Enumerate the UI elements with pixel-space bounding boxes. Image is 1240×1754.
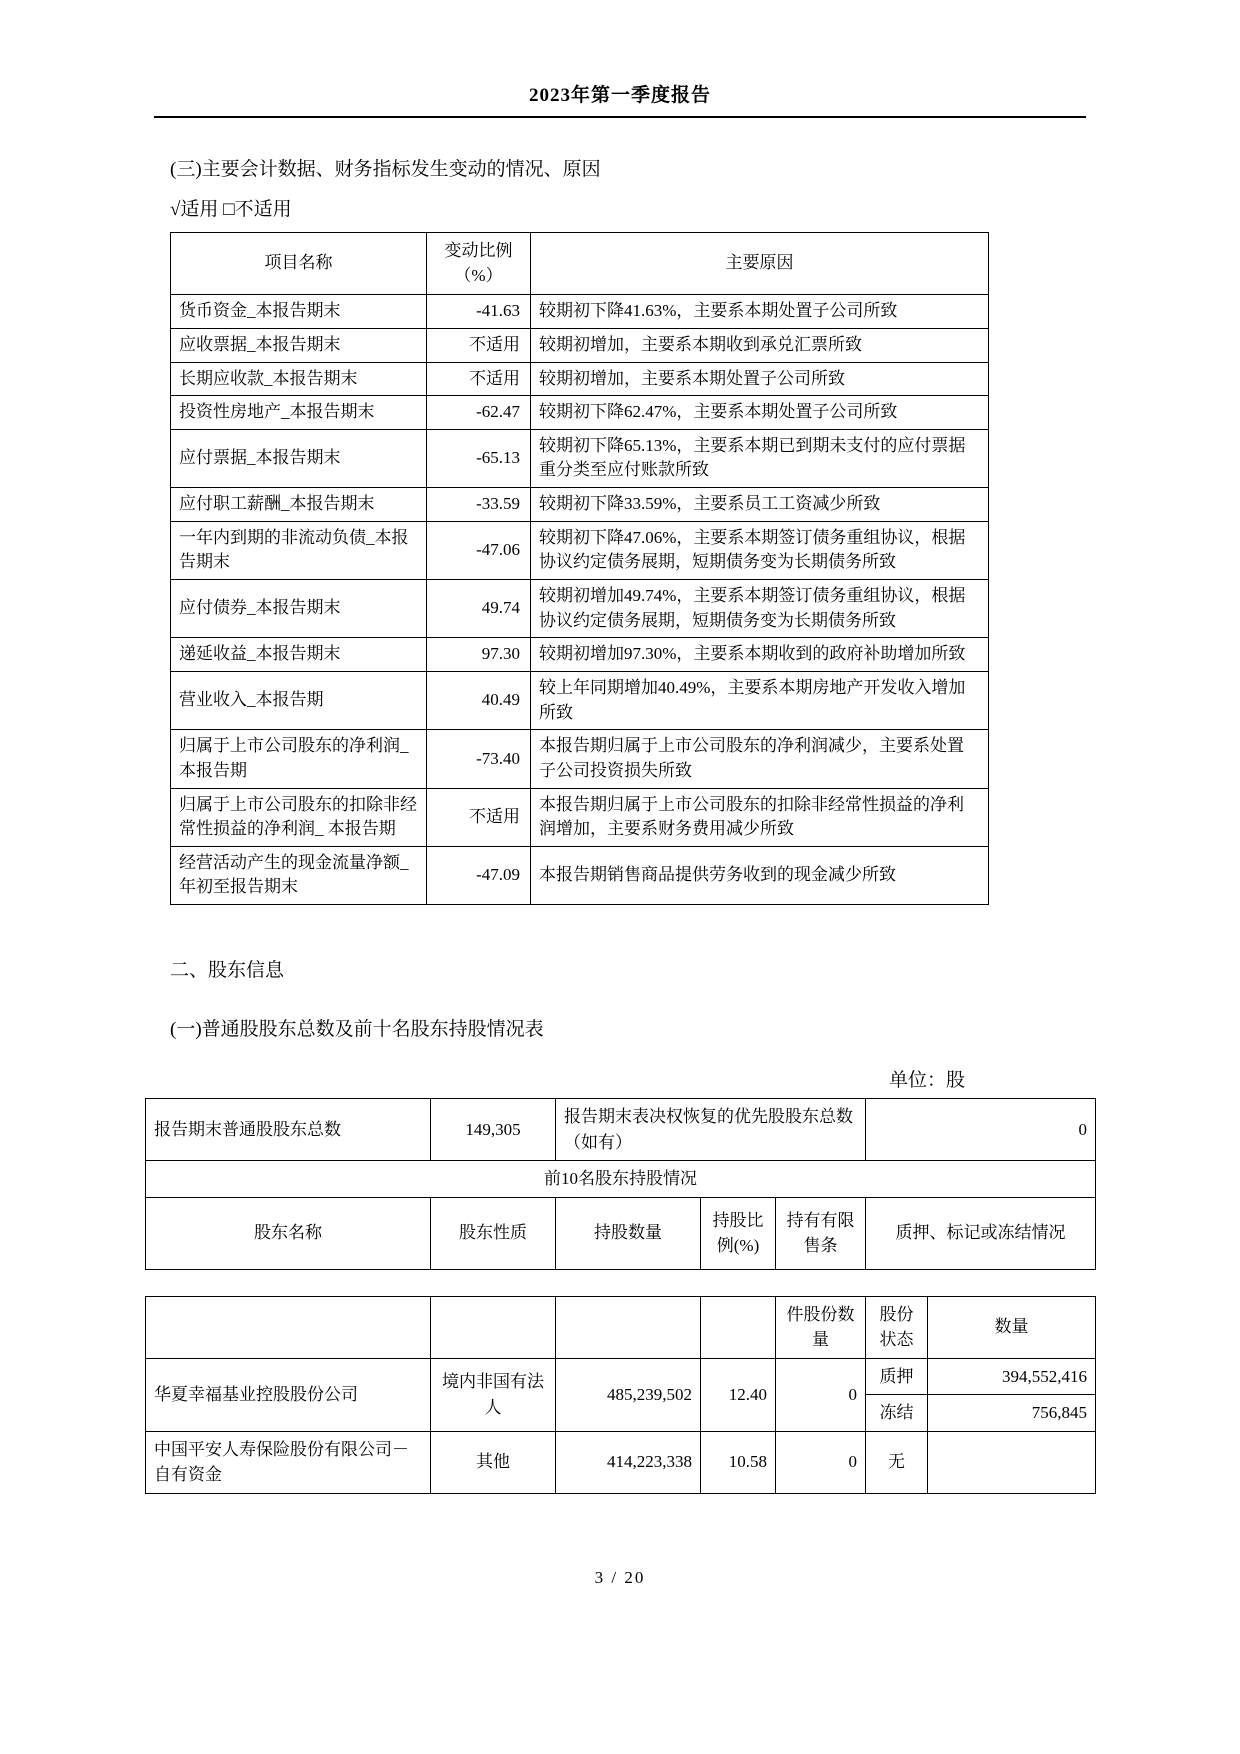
reason-cell: 较上年同期增加40.49%，主要系本期房地产开发收入增加所致 <box>531 671 989 729</box>
restricted-shares: 0 <box>776 1358 866 1431</box>
preferred-shareholders-label: 报告期末表决权恢复的优先股股东总数（如有） <box>556 1099 866 1161</box>
reason-cell: 较期初下降41.63%，主要系本期处置子公司所致 <box>531 295 989 329</box>
shareholder-nature: 其他 <box>431 1431 556 1493</box>
reason-cell: 较期初下降47.06%，主要系本期签订债务重组协议，根据协议约定债务展期，短期债务变为长期债务所致 <box>531 521 989 579</box>
item-cell: 应付票据_本报告期末 <box>171 429 427 487</box>
empty-cell <box>431 1296 556 1358</box>
top10-title: 前10名股东持股情况 <box>146 1161 1096 1198</box>
col-header-quantity: 数量 <box>928 1296 1096 1358</box>
page-title: 2023年第一季度报告 <box>528 85 711 106</box>
reason-cell: 较期初下降62.47%，主要系本期处置子公司所致 <box>531 396 989 430</box>
reason-cell: 本报告期归属于上市公司股东的净利润减少，主要系处置子公司投资损失所致 <box>531 730 989 788</box>
ratio-cell: -65.13 <box>427 429 531 487</box>
table-row <box>171 580 989 638</box>
col-header-item: 项目名称 <box>171 233 427 295</box>
col-header-shareholding-ratio: 持股比例(%) <box>701 1197 776 1269</box>
table-row <box>171 638 989 672</box>
ratio-cell: 不适用 <box>427 788 531 846</box>
table-row <box>171 521 989 579</box>
ratio-cell: 49.74 <box>427 580 531 638</box>
col-header-share-status: 股份状态 <box>866 1296 928 1358</box>
reason-cell: 较期初下降65.13%，主要系本期已到期未支付的应付票据重分类至应付账款所致 <box>531 429 989 487</box>
total-common-shareholders-label: 报告期末普通股股东总数 <box>146 1099 431 1161</box>
shareholder-detail-table <box>145 1296 1096 1494</box>
ratio-cell: -62.47 <box>427 396 531 430</box>
col-header-shareholder-nature: 股东性质 <box>431 1197 556 1269</box>
col-header-ratio-line1: 变动比例 <box>444 241 513 260</box>
share-status: 冻结 <box>866 1395 928 1432</box>
col-header-restricted-shares: 持有有限售条 <box>776 1197 866 1269</box>
share-status: 质押 <box>866 1358 928 1395</box>
reason-cell: 本报告期归属于上市公司股东的扣除非经常性损益的净利润增加，主要系财务费用减少所致 <box>531 788 989 846</box>
ratio-cell: -73.40 <box>427 730 531 788</box>
ratio-cell: -41.63 <box>427 295 531 329</box>
shareholder-totals-row <box>146 1099 1096 1161</box>
table-row <box>171 730 989 788</box>
change-table <box>170 232 989 905</box>
ratio-cell: 不适用 <box>427 328 531 362</box>
ratio-cell: 97.30 <box>427 638 531 672</box>
applicability-note: √适用 □不适用 <box>170 199 292 220</box>
table-row <box>171 846 989 904</box>
item-cell: 货币资金_本报告期末 <box>171 295 427 329</box>
share-status-quantity: 756,845 <box>928 1395 1096 1432</box>
item-cell: 归属于上市公司股东的扣除非经常性损益的净利润_ 本报告期 <box>171 788 427 846</box>
table-row <box>171 788 989 846</box>
reason-cell: 较期初增加，主要系本期处置子公司所致 <box>531 362 989 396</box>
table-row <box>171 429 989 487</box>
item-cell: 一年内到期的非流动负债_本报告期末 <box>171 521 427 579</box>
document-header <box>154 0 1086 118</box>
item-cell: 经营活动产生的现金流量净额_年初至报告期末 <box>171 846 427 904</box>
item-cell: 归属于上市公司股东的净利润_本报告期 <box>171 730 427 788</box>
ratio-cell: -47.09 <box>427 846 531 904</box>
shares-held: 485,239,502 <box>556 1358 701 1431</box>
shareholders-subsection-heading: (一)普通股股东总数及前十名股东持股情况表 <box>170 1019 544 1041</box>
item-cell: 投资性房地产_本报告期末 <box>171 396 427 430</box>
preferred-shareholders-value: 0 <box>866 1099 1096 1161</box>
shareholder-nature: 境内非国有法人 <box>431 1358 556 1431</box>
item-cell: 营业收入_本报告期 <box>171 671 427 729</box>
item-cell: 应付职工薪酬_本报告期末 <box>171 488 427 522</box>
detail-table-header-row <box>146 1296 1096 1358</box>
shareholder-row <box>146 1431 1096 1493</box>
shares-held: 414,223,338 <box>556 1431 701 1493</box>
share-status-quantity <box>928 1431 1096 1493</box>
empty-cell <box>146 1296 431 1358</box>
page-number: 3 / 20 <box>594 1567 646 1587</box>
section-heading: (三)主要会计数据、财务指标发生变动的情况、原因 <box>170 159 601 180</box>
col-header-reason: 主要原因 <box>531 233 989 295</box>
restricted-shares: 0 <box>776 1431 866 1493</box>
shareholders-section-heading: 二、股东信息 <box>170 960 285 982</box>
col-header-shareholder-name: 股东名称 <box>146 1197 431 1269</box>
share-status-quantity: 394,552,416 <box>928 1358 1096 1395</box>
shareholder-row <box>146 1358 1096 1395</box>
ratio-cell: 不适用 <box>427 362 531 396</box>
shareholder-table-header-row <box>146 1197 1096 1269</box>
unit-note: 单位：股 <box>888 1070 965 1092</box>
item-cell: 递延收益_本报告期末 <box>171 638 427 672</box>
reason-cell: 较期初增加，主要系本期收到承兑汇票所致 <box>531 328 989 362</box>
item-cell: 应收票据_本报告期末 <box>171 328 427 362</box>
table-row <box>171 328 989 362</box>
ratio-cell: 40.49 <box>427 671 531 729</box>
ratio-cell: -47.06 <box>427 521 531 579</box>
table-row <box>171 671 989 729</box>
shareholding-ratio: 12.40 <box>701 1358 776 1431</box>
reason-cell: 较期初增加49.74%，主要系本期签订债务重组协议，根据协议约定债务展期，短期债务变为长期债务所致 <box>531 580 989 638</box>
change-table-header-row <box>171 233 989 295</box>
reason-cell: 较期初增加97.30%，主要系本期收到的政府补助增加所致 <box>531 638 989 672</box>
share-status: 无 <box>866 1431 928 1493</box>
col-header-shares-held: 持股数量 <box>556 1197 701 1269</box>
col-header-restricted-shares-cont: 件股份数量 <box>776 1296 866 1358</box>
shareholder-name: 中国平安人寿保险股份有限公司－自有资金 <box>146 1431 431 1493</box>
table-row <box>171 295 989 329</box>
top10-title-row <box>146 1161 1096 1198</box>
reason-cell: 本报告期销售商品提供劳务收到的现金减少所致 <box>531 846 989 904</box>
shareholder-name: 华夏幸福基业控股股份公司 <box>146 1358 431 1431</box>
empty-cell <box>556 1296 701 1358</box>
shareholder-summary-table <box>145 1098 1096 1270</box>
page-content <box>0 154 1240 1588</box>
col-header-ratio <box>427 233 531 295</box>
shareholding-ratio: 10.58 <box>701 1431 776 1493</box>
col-header-pledge-freeze: 质押、标记或冻结情况 <box>866 1197 1096 1269</box>
table-row <box>171 488 989 522</box>
table-row <box>171 362 989 396</box>
empty-cell <box>701 1296 776 1358</box>
total-common-shareholders-value: 149,305 <box>431 1099 556 1161</box>
col-header-ratio-line2: （%） <box>454 265 503 285</box>
item-cell: 应付债券_本报告期末 <box>171 580 427 638</box>
ratio-cell: -33.59 <box>427 488 531 522</box>
table-row <box>171 396 989 430</box>
item-cell: 长期应收款_本报告期末 <box>171 362 427 396</box>
reason-cell: 较期初下降33.59%，主要系员工工资减少所致 <box>531 488 989 522</box>
